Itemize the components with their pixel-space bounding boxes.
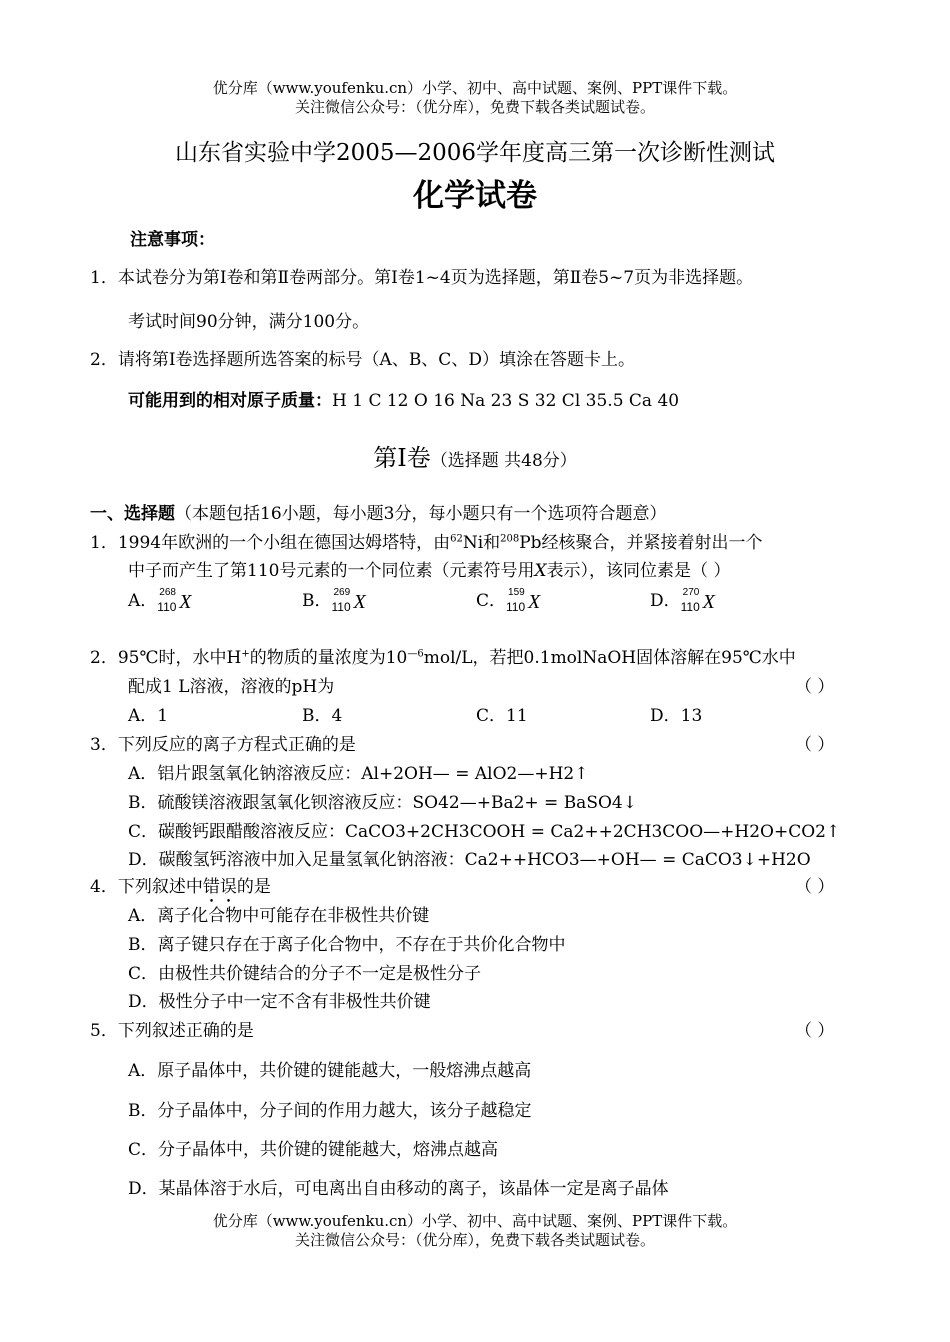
q2-line2: 配成1 L溶液，溶液的pH为 xyxy=(128,677,335,697)
note-item-2 xyxy=(90,345,635,370)
q5-text: 下列叙述正确的是 xyxy=(117,1021,254,1041)
q2-text-c: mol/L，若把0.1molNaOH固体溶解在95℃水中 xyxy=(423,648,796,668)
isotope-number: 110 xyxy=(506,599,526,614)
q2-sup-exp: —6 xyxy=(407,648,424,660)
q3-option-c: C．碳酸钙跟醋酸溶液反应：CaCO3+2CH3COOH = Ca2++2CH3COO—+H2O+CO2↑ xyxy=(128,822,841,842)
isotope-mass: 270 xyxy=(682,586,700,598)
q2-number: 2． xyxy=(90,648,118,668)
q1-symbol-x: X xyxy=(534,561,547,581)
q4-option-a: A．离子化合物中可能存在非极性共价键 xyxy=(128,906,430,926)
part-1-heading xyxy=(90,499,666,524)
q1-line2: 中子而产生了第110号元素的一个同位素（元素符号用 xyxy=(128,561,535,581)
q4-number: 4． xyxy=(90,877,118,897)
note-1-number: 1． xyxy=(90,268,118,288)
atomic-mass-values: H 1 C 12 O 16 Na 23 S 32 Cl 35.5 Ca 40 xyxy=(332,391,680,411)
q4-option-b: B．离子键只存在于离子化合物中，不存在于共价化合物中 xyxy=(128,935,566,955)
q5-number: 5． xyxy=(90,1021,118,1041)
q5-option-c: C．分子晶体中，共价键的键能越大，熔沸点越高 xyxy=(128,1140,499,1160)
note-2-number: 2． xyxy=(90,350,118,370)
q2-text-a: 95℃时，水中H xyxy=(117,648,242,668)
exam-school-title: 山东省实验中学2005—2006学年度高三第一次诊断性测试 xyxy=(174,140,776,166)
footer-ad-line2: 关注微信公众号：（优分库），免费下载各类试题试卷。 xyxy=(294,1231,655,1249)
q1-option-c xyxy=(476,586,550,613)
isotope-mass: 268 xyxy=(159,586,176,598)
q4-option-d: D．极性分子中一定不含有非极性共价键 xyxy=(128,992,431,1012)
q4-text-a: 下列叙述中 xyxy=(117,877,203,897)
q4-option-c: C．由极性共价键结合的分子不一定是极性分子 xyxy=(128,964,482,984)
question-5-stem xyxy=(90,1016,254,1041)
header-ad-line1: 优分库（www.youfenku.cn）小学、初中、高中试题、案例、PPT课件下载。 xyxy=(212,79,738,97)
isotope-number: 110 xyxy=(331,599,351,614)
q2-option-d: D．13 xyxy=(650,706,703,726)
q2-option-b: B．4 xyxy=(302,706,343,726)
q3-text: 下列反应的离子方程式正确的是 xyxy=(117,735,356,755)
note-2-text: 请将第Ⅰ卷选择题所选答案的标号（A、B、C、D）填涂在答题卡上。 xyxy=(117,350,635,370)
exam-subject-title: 化学试卷 xyxy=(413,178,537,214)
footer-ad xyxy=(0,1212,950,1250)
header-ad-line2: 关注微信公众号：（优分库），免费下载各类试题试卷。 xyxy=(294,98,655,116)
q1-option-c-isotope xyxy=(506,586,550,614)
q1-ni: Ni和 xyxy=(462,533,501,553)
isotope-symbol: X xyxy=(353,590,366,613)
q1-number: 1． xyxy=(90,533,118,553)
q1-option-a-isotope xyxy=(157,586,201,614)
note-1-text: 本试卷分为第Ⅰ卷和第Ⅱ卷两部分。第Ⅰ卷1~4页为选择题，第Ⅱ卷5~7页为非选择题。 xyxy=(117,268,754,288)
q2-text-b: 的物质的量浓度为10 xyxy=(249,648,408,668)
isotope-mass: 159 xyxy=(508,586,525,598)
q4-emphasis: 错误 xyxy=(202,877,237,897)
q2-option-c: C．11 xyxy=(476,706,528,726)
q2-sup-plus: + xyxy=(241,648,250,660)
note-item-1 xyxy=(90,263,753,288)
q5-option-d: D．某晶体溶于水后，可电离出自由移动的离子，该晶体一定是离子晶体 xyxy=(128,1179,669,1199)
q3-option-a: A．铝片跟氢氧化钠溶液反应：Al+2OH— = AlO2—+H2↑ xyxy=(128,764,589,784)
q1-ni-mass: 62 xyxy=(450,533,463,545)
question-1-line2 xyxy=(128,556,730,581)
part-1-label: 一、选择题 xyxy=(90,504,175,524)
notes-heading: 注意事项： xyxy=(130,230,215,250)
isotope-mass: 269 xyxy=(333,586,351,598)
isotope-number: 110 xyxy=(680,599,700,614)
question-2-line1 xyxy=(90,643,796,668)
q3-number: 3． xyxy=(90,735,118,755)
isotope-symbol: X xyxy=(702,590,715,613)
q5-option-b: B．分子晶体中，分子间的作用力越大，该分子越稳定 xyxy=(128,1101,532,1121)
q1-line2b: 表示），该同位素是（ ） xyxy=(546,561,731,581)
q1-option-d xyxy=(650,586,725,613)
q1-option-d-isotope xyxy=(680,586,725,614)
q1-option-d-label: D． xyxy=(650,591,681,611)
part-1-desc: （本题包括16小题，每小题3分，每小题只有一个选项符合题意） xyxy=(175,504,667,524)
atomic-mass-line xyxy=(128,386,679,411)
section-1-title xyxy=(0,438,950,473)
q1-option-c-label: C． xyxy=(476,591,507,611)
q1-text-a: 1994年欧洲的一个小组在德国达姆塔特，由 xyxy=(117,533,451,553)
isotope-symbol: X xyxy=(528,590,541,613)
q1-pb: Pb经核聚合，并紧接着射出一个 xyxy=(519,533,763,553)
q4-answer-paren: （ ） xyxy=(795,877,835,897)
header-ad xyxy=(0,79,950,117)
section-1-name: 第Ⅰ卷 xyxy=(373,444,431,472)
q2-option-a: A．1 xyxy=(128,706,169,726)
q1-option-a xyxy=(128,586,201,613)
q1-option-a-label: A． xyxy=(128,591,158,611)
isotope-symbol: X xyxy=(179,590,192,613)
q1-option-b xyxy=(302,586,376,613)
q5-answer-paren: （ ） xyxy=(795,1021,835,1041)
q1-option-b-isotope xyxy=(331,586,376,614)
q4-text-b: 的是 xyxy=(236,877,271,897)
q3-option-b: B．硫酸镁溶液跟氢氧化钡溶液反应：SO42—+Ba2+ = BaSO4↓ xyxy=(128,793,637,813)
q3-option-d: D．碳酸氢钙溶液中加入足量氢氧化钠溶液：Ca2++HCO3—+OH— = CaCO3↓+H2O xyxy=(128,850,811,870)
q1-option-b-label: B． xyxy=(302,591,332,611)
q2-answer-paren: （ ） xyxy=(795,677,835,697)
q3-answer-paren: （ ） xyxy=(795,735,835,755)
atomic-mass-label: 可能用到的相对原子质量： xyxy=(128,391,332,411)
question-3-stem xyxy=(90,730,356,755)
footer-ad-line1: 优分库（www.youfenku.cn）小学、初中、高中试题、案例、PPT课件下载。 xyxy=(212,1212,738,1230)
q1-pb-mass: 208 xyxy=(500,533,520,545)
q5-option-a: A．原子晶体中，共价键的键能越大，一般熔沸点越高 xyxy=(128,1061,532,1081)
note-item-1-continued: 考试时间90分钟，满分100分。 xyxy=(128,312,370,332)
question-1-line1 xyxy=(90,528,763,553)
section-1-subtitle: （选择题 共48分） xyxy=(430,451,577,471)
isotope-number: 110 xyxy=(157,599,177,614)
